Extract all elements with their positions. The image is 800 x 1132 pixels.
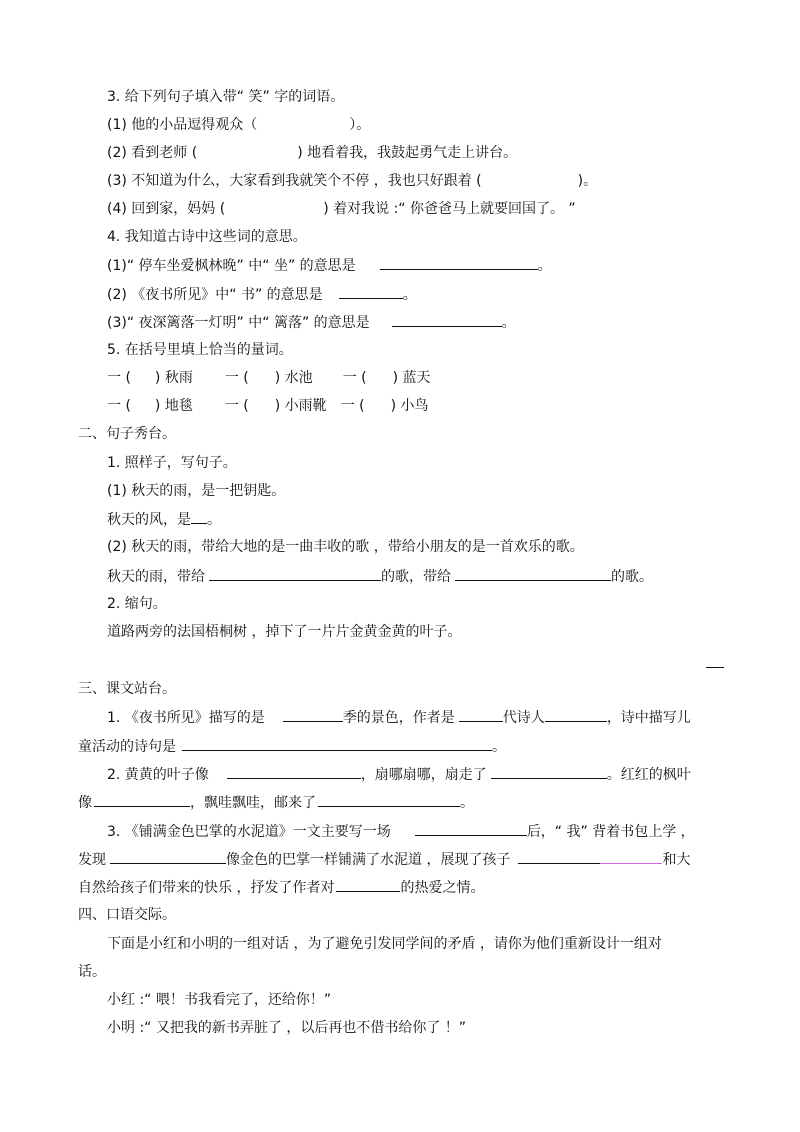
q5-r1-c3-b: ) 蓝天 (392, 370, 431, 386)
answer-line-dash[interactable] (706, 667, 724, 668)
q3-item-2-text-b: ) 地看着我，我鼓起勇气走上讲台。 (297, 145, 518, 161)
q3-item-3 (107, 171, 597, 191)
p3-1-blank-season[interactable] (283, 707, 343, 722)
part2-title: 二、句子秀台。 (78, 426, 176, 442)
q5-r1-c1-b: ) 秋雨 (154, 370, 193, 386)
p3-2-blank-4[interactable] (318, 792, 460, 807)
q4-item-1-end: 。 (537, 258, 552, 274)
p3-2-blank-1[interactable] (227, 764, 361, 779)
p3-3-line-2 (78, 849, 690, 869)
p3-3-line-3 (78, 877, 484, 897)
q3-item-2-text-a: (2) 看到老师 ( (107, 145, 198, 161)
q5-r1-c2-a: 一 ( (224, 370, 249, 386)
q3-item-4 (107, 199, 576, 219)
p3-1-text-c: 代诗人 (502, 710, 545, 726)
p3-3-text-a: 3. 《铺满金色巴掌的水泥道》一文主要写一场 (107, 824, 391, 840)
q5-r1-c3-a: 一 ( (342, 370, 367, 386)
p3-3-blank-4[interactable] (336, 877, 400, 892)
p2-1-answer-2-text-b: 的歌，带给 (381, 569, 451, 585)
p3-3-text-e: 和大 (662, 852, 691, 868)
q3-item-3-text-b: )。 (577, 173, 598, 189)
q3-item-1-text-b: ）。 (349, 117, 371, 133)
p3-2-blank-2[interactable] (491, 764, 607, 779)
q4-item-1-text: (1)“ 停车坐爱枫林晚” 中“ 坐” 的意思是 (107, 258, 356, 274)
q5-r2-c3-a: 一 ( (340, 398, 365, 414)
p3-3-text-b: 后，“ 我” 背着书包上学 ， (526, 824, 695, 840)
p2-2-title: 2. 缩句。 (107, 596, 167, 612)
q4-item-3-blank[interactable] (392, 312, 502, 327)
p3-2-text-f: 。 (460, 795, 474, 811)
p2-1-answer-2 (107, 566, 653, 586)
p3-1-text-e: 童活动的诗句是 (78, 739, 176, 755)
q3-item-3-text-a: (3) 不知道为什么，大家看到我就笑个不停 ，我也只好跟着 ( (107, 173, 482, 189)
q5-r2-c1-a: 一 ( (107, 398, 131, 414)
q5-r2-c1-b: ) 地毯 (154, 398, 193, 414)
p2-1-answer-2-blank-1[interactable] (209, 566, 381, 581)
p2-1-title: 1. 照样子，写句子。 (107, 455, 237, 471)
p2-1-answer-2-blank-2[interactable] (455, 566, 611, 581)
q3-item-2 (107, 143, 517, 163)
part4-title: 四、口语交际。 (78, 907, 176, 923)
q3-item-1 (107, 115, 370, 135)
q4-item-1 (107, 255, 552, 275)
q4-item-2-blank[interactable] (339, 284, 403, 299)
p3-1-text-f: 。 (492, 739, 506, 755)
part3-title: 三、课文站台。 (78, 681, 176, 697)
p4-intro-line-2: 话。 (78, 964, 106, 980)
q4-title: 4. 我知道古诗中这些词的意思。 (107, 229, 307, 245)
p2-1-answer-1-text-a: 秋天的风，是 (107, 512, 191, 528)
p4-dialog-xiaoming: 小明 :“ 又把我的新书弄脏了 ，以后再也不借书给你了 ！” (107, 1020, 467, 1036)
p3-2-text-d: 像 (78, 795, 92, 811)
q4-item-2-end: 。 (402, 287, 417, 303)
q4-item-3-text: (3)“ 夜深篱落一灯明” 中“ 篱落” 的意思是 (107, 315, 370, 331)
p2-1-answer-1-text-b: 。 (207, 512, 221, 528)
q4-item-3 (107, 312, 516, 332)
p2-1-example-2: (2) 秋天的雨，带给大地的是一曲丰收的歌 ，带给小朋友的是一首欢乐的歌。 (107, 539, 584, 555)
p3-2-text-e: ，飘哇飘哇，邮来了 (190, 795, 316, 811)
p3-1-blank-dynasty[interactable] (459, 707, 503, 722)
p3-1-line-2 (78, 736, 506, 756)
p3-3-blank-1[interactable] (415, 821, 527, 836)
p2-2-sentence: 道路两旁的法国梧桐树 ，掉下了一片片金黄金黄的叶子。 (107, 624, 462, 640)
p3-2-text-b: ，扇哪扇哪，扇走了 (360, 767, 487, 783)
p3-3-text-d: 像金色的巴掌一样铺满了水泥道 ，展现了孩子 (226, 852, 511, 868)
p3-3-text-c: 发现 (78, 852, 106, 868)
q5-r2-c3-b: ) 小鸟 (390, 398, 429, 414)
p3-3-line-1 (107, 821, 695, 841)
p3-1-blank-poet[interactable] (545, 707, 607, 722)
p2-1-answer-1-blank[interactable] (191, 509, 207, 524)
p3-3-text-f: 自然给孩子们带来的快乐 ，抒发了作者对 (78, 880, 335, 896)
q5-r1-c1-a: 一 ( (107, 370, 131, 386)
q3-item-4-text-a: (4) 回到家，妈妈 ( (107, 201, 226, 217)
p2-1-answer-2-text-c: 的歌。 (611, 569, 653, 585)
q5-r2-c2-a: 一 ( (224, 398, 249, 414)
p3-1-text-a: 1. 《夜书所见》描写的是 (107, 710, 265, 726)
q5-r2-c2-b: ) 小雨靴 (274, 398, 327, 414)
q3-item-1-text-a: (1) 他的小品逗得观众（ (107, 117, 258, 133)
q4-item-2-text: (2) 《夜书所见》中“ 书” 的意思是 (107, 287, 323, 303)
q5-row-1 (107, 368, 431, 388)
p3-1-text-b: 季的景色，作者是 (342, 710, 455, 726)
p3-3-blank-2[interactable] (110, 849, 226, 864)
p3-2-line-2 (78, 792, 474, 812)
p3-3-blank-3a[interactable] (518, 849, 600, 864)
p3-2-text-a: 2. 黄黄的叶子像 (107, 767, 209, 783)
q5-row-2 (107, 396, 429, 416)
p4-dialog-xiaohong: 小红 :“ 喂！书我看完了，还给你！” (107, 992, 332, 1008)
p2-1-answer-1 (107, 509, 221, 529)
q4-item-2 (107, 284, 417, 304)
q3-title: 3. 给下列句子填入带“ 笑” 字的词语。 (107, 89, 345, 105)
p3-1-blank-verse[interactable] (182, 736, 492, 751)
p3-2-text-c: 。红红的枫叶 (606, 767, 691, 783)
q4-item-3-end: 。 (501, 315, 516, 331)
p3-3-text-g: 的热爱之情。 (400, 880, 485, 896)
p3-2-line-1 (107, 764, 691, 784)
p3-3-blank-3b[interactable] (600, 849, 662, 864)
q5-r1-c2-b: ) 水池 (274, 370, 313, 386)
p4-intro-line-1: 下面是小红和小明的一组对话 ，为了避免引发同学间的矛盾 ，请你为他们重新设计一组对 (107, 936, 662, 952)
p3-2-blank-3[interactable] (94, 792, 190, 807)
p2-1-example-1: (1) 秋天的雨，是一把钥匙。 (107, 483, 286, 499)
p3-1-line-1 (107, 707, 691, 727)
q3-item-4-text-b: ) 着对我说 :“ 你爸爸马上就要回国了。 ” (323, 201, 576, 217)
p3-1-text-d: ，诗中描写儿 (606, 710, 691, 726)
p2-1-answer-2-text-a: 秋天的雨，带给 (107, 569, 205, 585)
q4-item-1-blank[interactable] (380, 255, 538, 270)
q5-title: 5. 在括号里填上恰当的量词。 (107, 342, 293, 358)
